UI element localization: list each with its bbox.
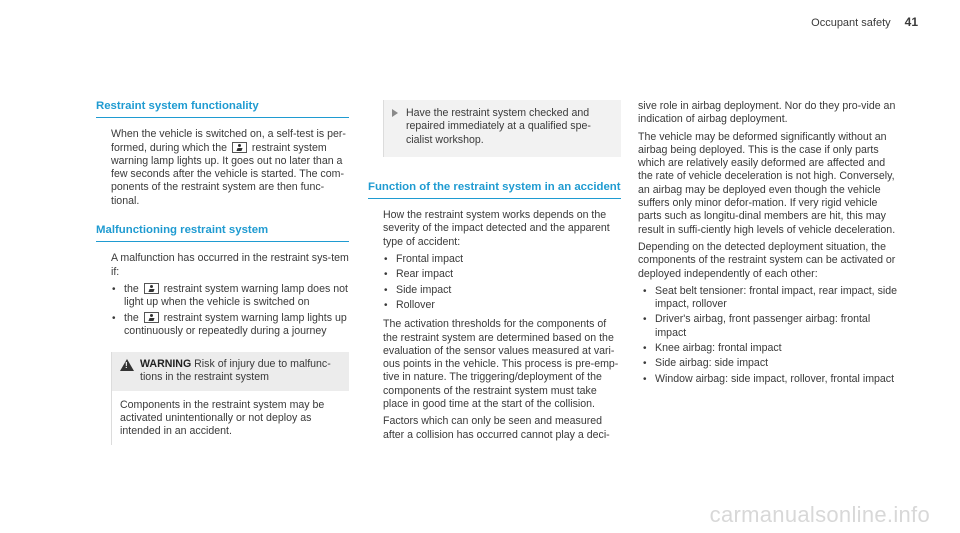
accident-intro: How the restraint system works depends on the severity of the impact detected and the apparent type of accident: [383,209,610,248]
section-title-restraint-functionality: Restraint system functionality [96,100,349,118]
list-item: • the restraint system warning lamp does not light up when the vehicle is switched on [112,282,348,309]
list-item: • Side airbag: side impact [643,357,769,370]
malfunction-intro: A malfunction has occurred in the restraint sys-tem if: [111,252,349,278]
warning-box [111,352,349,444]
bullet-icon: • [112,312,116,324]
components-list [638,285,900,386]
warning-header [112,352,349,391]
bullet-icon: • [643,285,647,297]
bullet-icon: • [643,314,647,326]
malfunction-list [111,283,349,338]
bullet-icon: • [112,283,116,295]
arrow-right-icon [392,109,398,117]
list-item: • Rear impact [384,268,454,281]
watermark: carmanualsonline.info [709,501,930,527]
deployment-continued-paragraph: sive role in airbag deployment. Nor do they pro-vide an indication of airbag deployment. [638,100,896,126]
chapter-title: Occupant safety [811,17,891,29]
list-item: • Frontal impact [384,253,464,266]
section-title-malfunctioning: Malfunctioning restraint system [96,224,349,242]
page-header [811,16,918,30]
deformation-paragraph: The vehicle may be deformed significantly without an airbag being deployed. This is the case if only parts which are relatively easily deformed are affected and the rate of vehicle deceleration is not high. Conversely, an airbag may be deployed even though the vehicle suffers only minor defor-mation. If very rigid vehicle parts such as longitu-dinal members are hit, this may result in suffi-ciently high levels of vehicle deceleration. [638,130,896,236]
list-item: • Rollover [384,298,435,311]
restraint-warning-lamp-icon [144,283,159,294]
factors-paragraph: Factors which can only be seen and measured after a collision has occurred cannot play a deci- [383,415,610,441]
restraint-warning-lamp-icon [144,312,159,323]
list-item: • Knee airbag: frontal impact [643,342,782,355]
list-item: • Seat belt tensioner: frontal impact, rear impact, side impact, rollover [643,284,898,311]
bullet-icon: • [384,299,388,311]
warning-heading-text: Risk of injury due to malfunc-tions in the restraint system [140,358,331,384]
warning-label: WARNING [140,358,192,371]
functionality-paragraph: When the vehicle is switched on, a self-test is per-formed, during which the restraint system warning lamp lights up. It goes out no later than a few seconds after the vehicle is started. The com-ponents of the restraint system are then func-tional. [111,128,346,207]
restraint-warning-lamp-icon [232,142,247,153]
deployment-situation-paragraph: Depending on the detected deployment situation, the components of the restraint system can be activated or deployed independently of each other: [638,240,896,280]
activation-thresholds-paragraph: The activation thresholds for the components of the restraint system are determined based on the evaluation of the sensor values measured at vari-ous points in the vehicle. This process is pre-emp-tive in nature. The triggering/deployment of the components of the restraint system must take place in good time at the start of the collision. [383,318,619,411]
list-item: • Window airbag: side impact, rollover, frontal impact [643,372,895,385]
bullet-icon: • [384,269,388,281]
warning-body: Components in the restraint system may be activated unintentionally or not deploy as intended in an accident. [120,398,325,438]
page-number: 41 [904,15,918,29]
list-item: • Side impact [384,283,452,296]
bullet-icon: • [643,358,647,370]
list-item: • the restraint system warning lamp lights up continuously or repeatedly during a journey [112,311,347,337]
bullet-icon: • [643,373,647,385]
column-3 [638,100,900,392]
bullet-icon: • [384,254,388,266]
column-2 [368,100,621,446]
list-item: • Driver's airbag, front passenger airbag: frontal impact [643,313,871,339]
column-1 [96,100,349,445]
bullet-icon: • [384,284,388,296]
note-text: Have the restraint system checked and repaired immediately at a qualified spe-cialist workshop. [406,107,591,146]
bullet-icon: • [643,343,647,355]
section-title-function-in-accident: Function of the restraint system in an accident [368,181,621,199]
note-box [383,100,621,157]
impact-types-list [383,253,621,312]
warning-triangle-icon: ! [120,359,134,371]
